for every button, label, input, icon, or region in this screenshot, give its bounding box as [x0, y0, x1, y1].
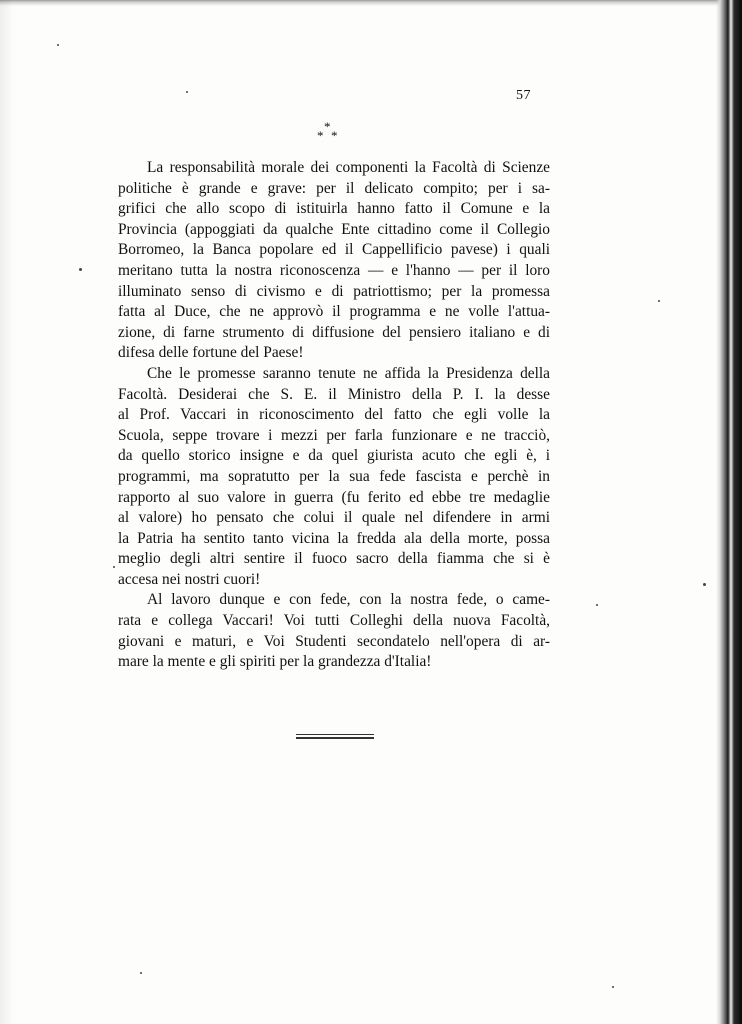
paragraph-3-line-1: Al lavoro dunque e con fede, con la nostra fede, o came- — [147, 591, 550, 609]
paragraph-1-line-10: difesa delle fortune del Paese! — [118, 344, 304, 362]
paragraph-1-line-4: Provincia (appoggiati da qualche Ente cittadino come il Collegio — [118, 220, 550, 238]
scan-speck — [79, 268, 82, 271]
paragraph-1-line-8: fatta al Duce, che ne approvò il programma e ne volle l'attua- — [118, 303, 550, 321]
paragraph-3-line-4: mare la mente e gli spiriti per la grandezza d'Italia! — [118, 653, 432, 671]
body-text — [118, 158, 550, 673]
paragraph-2-line-1: Che le promesse saranno tenute ne affida la Presidenza della — [147, 364, 550, 382]
paragraph-1-line-5: Borromeo, la Banca popolare ed il Cappellificio pavese) i quali — [118, 241, 550, 259]
paragraph-1-line-2: politiche è grande e grave: per il delicato compito; per i sa- — [118, 179, 550, 197]
paragraph-3-line-2: rata e collega Vaccari! Voi tutti Colleghi della nuova Facoltà, — [118, 612, 550, 630]
paragraph-1-line-6: meritano tutta la nostra riconoscenza — e l'hanno — per il loro — [118, 261, 550, 279]
scan-speck — [658, 300, 660, 302]
scan-speck — [703, 583, 706, 586]
asterism-star-right: * — [331, 128, 338, 143]
asterism-star-top: * — [324, 119, 331, 134]
scan-speck — [140, 972, 142, 974]
scan-top-edge — [0, 0, 742, 6]
separator-line-top — [296, 734, 374, 735]
scan-speck — [596, 604, 598, 606]
paragraph-2-line-3: al Prof. Vaccari in riconoscimento del fatto che egli volle la — [118, 406, 550, 424]
scan-speck — [113, 566, 115, 568]
paragraph-2-line-10: meglio degli altri sentire il fuoco sacro della fiamma che si è — [118, 550, 550, 568]
paragraph-2-line-7: rapporto al suo valore in guerra (fu ferito ed ebbe tre medaglie — [118, 488, 550, 506]
paragraph-1-line-9: zione, di farne strumento di diffusione del pensiero italiano e di — [118, 323, 550, 341]
book-binding-edge — [716, 0, 742, 1024]
paragraph-2-line-9: la Patria ha sentito tanto vicina la fredda ala della morte, possa — [118, 529, 550, 547]
paragraph-2-line-6: programmi, ma sopratutto per la sua fede fascista e perchè in — [118, 467, 550, 485]
paragraph-3-line-3: giovani e maturi, e Voi Studenti secondatelo nell'opera di ar- — [118, 632, 550, 650]
paragraph-1-line-3: grifici che allo scopo di istituirla hanno fatto il Comune e la — [118, 200, 550, 218]
end-separator-rule — [296, 734, 374, 740]
scan-left-shadow — [0, 0, 14, 1024]
separator-line-bottom — [296, 737, 374, 739]
page-number: 57 — [516, 88, 531, 103]
paragraph-1-line-1: La responsabilità morale dei componenti la Facoltà di Scienze — [147, 159, 550, 176]
paragraph-2-line-11: accesa nei nostri cuori! — [118, 570, 261, 588]
paragraph-2-line-2: Facoltà. Desiderai che S. E. il Ministro della P. I. la desse — [118, 385, 550, 403]
asterism-ornament — [314, 120, 344, 144]
asterism-star-left: * — [317, 128, 324, 143]
scan-speck — [612, 986, 614, 988]
scan-speck — [186, 91, 188, 93]
paragraph-2-line-5: da quello storico insigne e da quel giurista acuto che egli è, i — [118, 447, 550, 465]
paragraph-2-line-4: Scuola, seppe trovare i mezzi per farla funzionare e ne tracciò, — [118, 426, 550, 444]
paragraph-2-line-8: al valore) ho pensato che colui il quale nel difendere in armi — [118, 509, 550, 527]
scan-speck — [57, 44, 59, 46]
paragraph-1-line-7: illuminato senso di civismo e di patriottismo; per la promessa — [118, 282, 550, 300]
